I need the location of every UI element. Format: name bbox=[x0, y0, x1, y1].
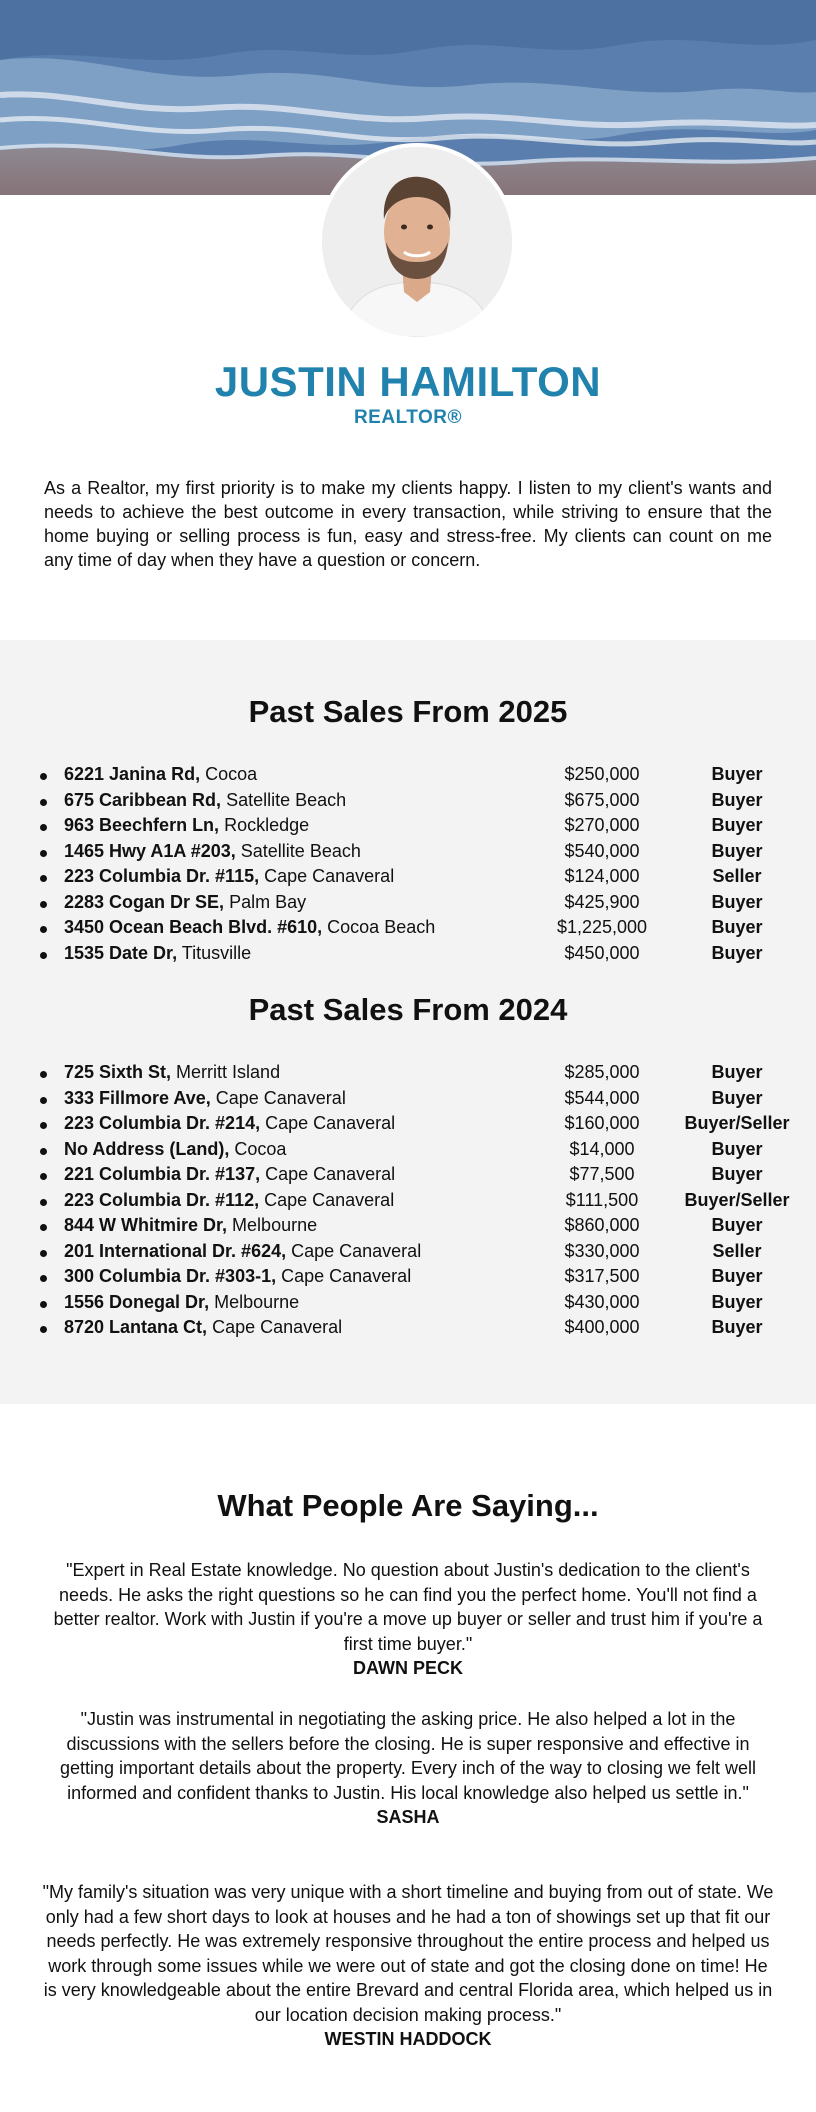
sale-address: No Address (Land), bbox=[64, 1138, 230, 1159]
sale-row bbox=[40, 941, 780, 967]
sale-role: Seller bbox=[712, 1240, 762, 1261]
bullet-icon bbox=[40, 1326, 47, 1333]
sale-address: 963 Beechfern Ln, bbox=[64, 815, 220, 835]
sale-location bbox=[64, 915, 435, 941]
profile-photo bbox=[322, 147, 512, 337]
sale-row bbox=[40, 839, 780, 865]
sale-row bbox=[40, 762, 780, 788]
sale-row bbox=[40, 788, 780, 814]
sale-city: Cocoa bbox=[229, 1138, 287, 1159]
sale-location bbox=[64, 1111, 395, 1137]
sale-location bbox=[64, 813, 309, 839]
person-portrait-icon bbox=[322, 147, 512, 337]
past-sales-section bbox=[0, 640, 816, 1404]
sale-price: $124,000 bbox=[564, 866, 640, 886]
sale-role: Buyer bbox=[711, 1087, 763, 1108]
bullet-icon bbox=[40, 926, 47, 933]
testimonial-quote: "Expert in Real Estate knowledge. No question about Justin's dedication to the client's needs. He asks the right questions so he can find you the perfect home. You'll not find a better realtor. Work with Justin if you're a move up buyer or seller and trust him if you're a first time buyer." bbox=[53, 1560, 763, 1654]
sale-role: Buyer bbox=[711, 1317, 763, 1337]
sale-role: Buyer bbox=[711, 942, 763, 963]
sale-city: Cape Canaveral bbox=[276, 1266, 412, 1286]
bullet-icon bbox=[40, 1275, 47, 1282]
sale-location bbox=[64, 1137, 286, 1163]
sale-price: $270,000 bbox=[564, 815, 640, 835]
sale-price: $77,500 bbox=[569, 1164, 635, 1184]
bullet-icon bbox=[40, 952, 47, 959]
bullet-icon bbox=[40, 799, 47, 806]
sale-location bbox=[64, 1086, 346, 1112]
sale-role: Buyer bbox=[711, 1164, 763, 1184]
sale-price: $330,000 bbox=[564, 1240, 640, 1261]
sale-location bbox=[64, 1264, 411, 1290]
sale-row bbox=[40, 1060, 780, 1086]
sale-city: Satellite Beach bbox=[235, 840, 361, 861]
sale-price: $860,000 bbox=[564, 1215, 640, 1235]
testimonial-quote: "My family's situation was very unique with a short timeline and buying from out of state. We only had a few short days to look at houses and he had a ton of showings set up that fit our needs perfectly. He was extremely responsive throughout the entire process and helped us work through some issues while we were out of state and got the closing done on time! He is very knowledgeable about the entire Brevard and central Florida area, which helped us in our location decision making process." bbox=[42, 1882, 774, 2025]
sale-price: $544,000 bbox=[564, 1087, 640, 1108]
sale-role: Buyer/Seller bbox=[684, 1113, 790, 1133]
sale-price: $250,000 bbox=[564, 764, 640, 784]
avatar bbox=[318, 143, 516, 341]
sale-row bbox=[40, 1111, 790, 1137]
sale-address: 3450 Ocean Beach Blvd. #610, bbox=[64, 917, 323, 937]
sale-role: Buyer bbox=[711, 1138, 763, 1159]
bullet-icon bbox=[40, 1301, 47, 1308]
sale-location bbox=[64, 1060, 280, 1086]
sale-role: Buyer bbox=[711, 917, 763, 937]
sale-address: 223 Columbia Dr. #214, bbox=[64, 1113, 261, 1133]
bullet-icon bbox=[40, 824, 47, 831]
sale-price: $160,000 bbox=[564, 1113, 640, 1133]
sale-location bbox=[64, 941, 251, 967]
bullet-icon bbox=[40, 901, 47, 908]
sale-address: 1465 Hwy A1A #203, bbox=[64, 840, 236, 861]
sale-role: Buyer bbox=[711, 840, 763, 861]
sale-row bbox=[40, 1162, 780, 1188]
sale-row bbox=[40, 890, 780, 916]
bullet-icon bbox=[40, 1173, 47, 1180]
sale-role: Buyer bbox=[711, 1215, 763, 1235]
sale-location bbox=[64, 890, 306, 916]
sale-location bbox=[64, 762, 257, 788]
sale-price: $14,000 bbox=[569, 1138, 635, 1159]
sale-address: 844 W Whitmire Dr, bbox=[64, 1215, 228, 1235]
sale-city: Cape Canaveral bbox=[210, 1087, 346, 1108]
bullet-icon bbox=[40, 1097, 47, 1104]
sale-role: Buyer bbox=[711, 815, 763, 835]
sale-location bbox=[64, 839, 361, 865]
sale-price: $540,000 bbox=[564, 840, 640, 861]
testimonial-author: DAWN PECK bbox=[352, 1658, 463, 1678]
sale-role: Buyer bbox=[711, 891, 763, 912]
sale-role: Buyer bbox=[711, 764, 763, 784]
sale-row bbox=[40, 1188, 790, 1214]
sale-price: $675,000 bbox=[564, 789, 640, 810]
testimonial-quote: "Justin was instrumental in negotiating the asking price. He also helped a lot in the discussions with the sellers before the closing. He is super responsive and effective in getting important details about the property. Every inch of the way to closing we felt well informed and confident thanks to Justin. His local knowledge also helped us settle in." bbox=[59, 1709, 757, 1803]
agent-title: REALTOR® bbox=[353, 407, 463, 428]
sale-city: Cape Canaveral bbox=[260, 1113, 396, 1133]
sale-address: 223 Columbia Dr. #112, bbox=[64, 1189, 260, 1210]
sale-row bbox=[40, 813, 780, 839]
sale-price: $425,900 bbox=[564, 891, 640, 912]
agent-name: JUSTIN HAMILTON bbox=[214, 358, 602, 405]
sale-address: 221 Columbia Dr. #137, bbox=[64, 1164, 261, 1184]
sale-address: 2283 Cogan Dr SE, bbox=[64, 891, 225, 912]
sale-city: Melbourne bbox=[209, 1291, 300, 1312]
bullet-icon bbox=[40, 1224, 47, 1231]
sales-2025-list bbox=[40, 762, 780, 966]
sale-address: 675 Caribbean Rd, bbox=[64, 789, 222, 810]
sale-row bbox=[40, 1315, 780, 1341]
sale-address: 300 Columbia Dr. #303-1, bbox=[64, 1266, 277, 1286]
sale-city: Satellite Beach bbox=[221, 789, 347, 810]
sale-price: $111,500 bbox=[565, 1189, 639, 1210]
sale-city: Cocoa Beach bbox=[322, 917, 436, 937]
sale-location bbox=[64, 788, 346, 814]
bullet-icon bbox=[40, 1148, 47, 1155]
sale-location bbox=[64, 1162, 395, 1188]
testimonial-author: SASHA bbox=[376, 1807, 440, 1827]
sale-city: Melbourne bbox=[227, 1215, 318, 1235]
sale-address: 725 Sixth St, bbox=[64, 1062, 172, 1082]
sale-city: Palm Bay bbox=[224, 891, 307, 912]
testimonial bbox=[40, 1707, 776, 1830]
sale-price: $317,500 bbox=[564, 1266, 640, 1286]
sale-role: Buyer bbox=[711, 789, 763, 810]
sale-row bbox=[40, 864, 780, 890]
sale-city: Cape Canaveral bbox=[207, 1317, 343, 1337]
sale-city: Rockledge bbox=[219, 815, 310, 835]
sale-price: $285,000 bbox=[564, 1062, 640, 1082]
sale-city: Cocoa bbox=[200, 764, 258, 784]
sales-2024-heading: Past Sales From 2024 bbox=[248, 992, 568, 1027]
sale-row bbox=[40, 1213, 780, 1239]
sale-location bbox=[64, 1239, 421, 1265]
sale-city: Cape Canaveral bbox=[259, 866, 395, 886]
sale-location bbox=[64, 1290, 299, 1316]
sale-row bbox=[40, 1290, 780, 1316]
sale-row bbox=[40, 1264, 780, 1290]
bullet-icon bbox=[40, 773, 47, 780]
sale-address: 6221 Janina Rd, bbox=[64, 764, 201, 784]
sale-row bbox=[40, 1137, 780, 1163]
sale-role: Buyer bbox=[711, 1266, 763, 1286]
sale-location bbox=[64, 864, 394, 890]
testimonial bbox=[40, 1558, 776, 1681]
sale-address: 8720 Lantana Ct, bbox=[64, 1317, 208, 1337]
sale-address: 1556 Donegal Dr, bbox=[64, 1291, 210, 1312]
sale-role: Buyer bbox=[711, 1062, 763, 1082]
sale-address: 1535 Date Dr, bbox=[64, 942, 178, 963]
bullet-icon bbox=[40, 1071, 47, 1078]
bullet-icon bbox=[40, 875, 47, 882]
sale-city: Cape Canaveral bbox=[260, 1164, 396, 1184]
sale-role: Buyer/Seller bbox=[684, 1189, 790, 1210]
testimonials-heading: What People Are Saying... bbox=[217, 1488, 599, 1523]
sale-price: $450,000 bbox=[564, 942, 640, 963]
agent-bio: As a Realtor, my first priority is to make my clients happy. I listen to my client's wants and needs to achieve the best outcome in every transaction, while striving to ensure that the home buying or selling process is fun, easy and stress-free. My clients can count on me any time of day when they have a question or concern. bbox=[44, 478, 772, 570]
sale-city: Cape Canaveral bbox=[286, 1240, 422, 1261]
sale-city: Titusville bbox=[177, 942, 252, 963]
sale-row bbox=[40, 1239, 780, 1265]
testimonial-author: WESTIN HADDOCK bbox=[324, 2029, 492, 2049]
bullet-icon bbox=[40, 1199, 47, 1206]
sale-price: $430,000 bbox=[564, 1291, 640, 1312]
sale-row bbox=[40, 915, 780, 941]
bullet-icon bbox=[40, 850, 47, 857]
bullet-icon bbox=[40, 1122, 47, 1129]
sale-row bbox=[40, 1086, 780, 1112]
bullet-icon bbox=[40, 1250, 47, 1257]
sale-city: Merritt Island bbox=[171, 1062, 281, 1082]
sale-price: $400,000 bbox=[564, 1317, 640, 1337]
sale-location bbox=[64, 1188, 394, 1214]
sale-city: Cape Canaveral bbox=[259, 1189, 395, 1210]
sale-location bbox=[64, 1315, 342, 1341]
sale-role: Seller bbox=[712, 866, 762, 886]
sale-address: 223 Columbia Dr. #115, bbox=[64, 866, 260, 886]
sale-price: $1,225,000 bbox=[556, 917, 648, 937]
sales-2024-list bbox=[40, 1060, 790, 1341]
sale-address: 333 Fillmore Ave, bbox=[64, 1087, 211, 1108]
sale-address: 201 International Dr. #624, bbox=[64, 1240, 287, 1261]
sale-role: Buyer bbox=[711, 1291, 763, 1312]
sale-location bbox=[64, 1213, 317, 1239]
sales-2025-heading: Past Sales From 2025 bbox=[248, 694, 568, 729]
testimonial bbox=[40, 1880, 776, 2052]
